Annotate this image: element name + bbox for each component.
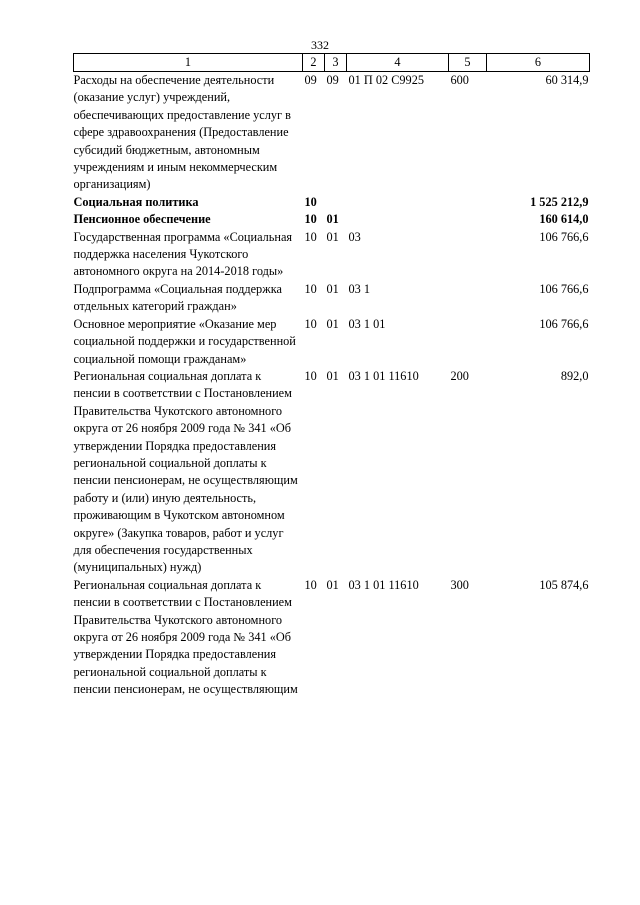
page-number: 332 [311,38,329,52]
table-row [74,281,590,316]
row-expense-type [449,316,487,368]
header-col-5: 5 [449,54,487,72]
header-row [74,54,590,72]
row-target-item: 03 1 [348,281,371,296]
row-name: Основное мероприятие «Оказание мер социальной поддержки и государственной социальной помощи гражданам» [73,316,296,366]
row-amount: 106 766,6 [539,229,589,244]
row-name: Подпрограмма «Социальная поддержка отдельных категорий граждан» [73,281,282,314]
header-col-2: 2 [303,54,325,72]
row-subsection: 09 [326,73,339,87]
header-col-6: 6 [487,54,590,72]
row-target-item: 03 [348,229,361,244]
row-target-item: 03 1 01 11610 [348,368,419,383]
table-body [74,72,590,699]
row-subsection: 01 [326,316,339,331]
table-header [74,54,590,72]
row-subsection: 01 [326,281,339,296]
row-subsection: 01 [326,368,339,383]
row-expense-type [449,281,487,316]
row-amount: 1 525 212,9 [530,194,589,209]
row-subsection: 01 [326,229,339,244]
row-amount: 160 614,0 [539,212,589,227]
row-section: 10 [304,281,317,296]
row-name: Региональная социальная доплата к пенсии в соответствии с Постановлением Правительства Чукотского автономного округа от 26 ноября 2009 года № 341 «Об утверждении Порядка предоставления региональной социальной доплаты к пенсии пенсионерам, не осуществляющим [73,577,298,697]
header-col-4: 4 [347,54,449,72]
header-col-3: 3 [325,54,347,72]
row-target-item [347,211,449,228]
row-section: 10 [304,212,317,227]
row-subsection [325,194,347,211]
row-expense-type: 200 [450,368,469,383]
table-row [74,229,590,281]
row-subsection: 01 [326,577,339,592]
table-row [74,194,590,211]
row-target-item [347,194,449,211]
row-amount: 60 314,9 [545,73,589,87]
row-expense-type: 300 [450,577,469,592]
row-target-item: 03 1 01 11610 [348,577,419,592]
row-section: 09 [304,73,317,87]
row-expense-type: 600 [450,73,469,87]
budget-table [73,53,590,699]
row-section: 10 [304,368,317,383]
row-amount: 106 766,6 [539,316,589,331]
table-row [74,368,590,577]
row-name: Пенсионное обеспечение [73,212,211,227]
row-target-item: 01 П 02 С9925 [348,73,424,87]
row-name: Региональная социальная доплата к пенсии в соответствии с Постановлением Правительства Чукотского автономного округа от 26 ноября 2009 года № 341 «Об утверждении Порядка предоставления региональной социальной доплаты к пенсии пенсионерам, не осуществляющим работу и (или) иную деятельность, проживающим в Чукотском автономном округе» (Закупка товаров, работ и услуг для обеспечения государственных (муниципальных) нужд) [73,368,298,575]
row-expense-type [449,211,487,228]
row-amount: 105 874,6 [539,577,589,592]
row-section: 10 [304,316,317,331]
row-name: Социальная политика [73,194,199,209]
table-row [74,316,590,368]
row-expense-type [449,194,487,211]
table-row [74,72,590,194]
row-section: 10 [304,194,317,209]
row-name: Расходы на обеспечение деятельности (оказание услуг) учреждений, обеспечивающих предоставление услуг в сфере здравоохранения (Предоставление субсидий бюджетным, автономным учреждениям и иным некоммерческим организациям) [73,73,291,192]
row-section: 10 [304,229,317,244]
table-row [74,577,590,699]
row-section: 10 [304,577,317,592]
row-subsection: 01 [326,212,339,227]
row-amount: 892,0 [560,368,589,383]
row-name: Государственная программа «Социальная поддержка населения Чукотского автономного округа на 2014-2018 годы» [73,229,293,279]
row-expense-type [449,229,487,281]
row-amount: 106 766,6 [539,281,589,296]
table-row [74,211,590,228]
header-col-1: 1 [74,54,303,72]
row-target-item: 03 1 01 [348,316,386,331]
